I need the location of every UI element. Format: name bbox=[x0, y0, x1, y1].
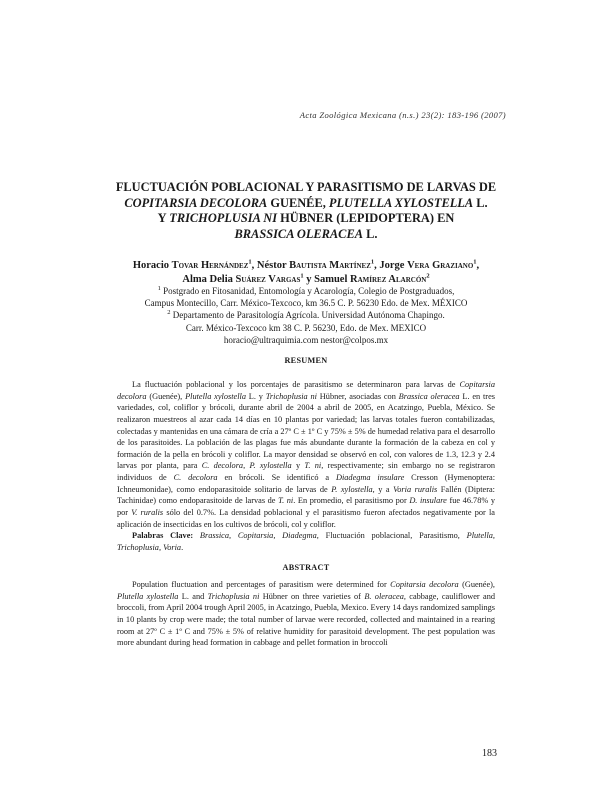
resumen-heading: RESUMEN bbox=[284, 356, 328, 365]
authors-line-2: Alma Delia Suárez Vargas$^1$ y Samuel Ramírez Alarcón$^2$ bbox=[182, 272, 430, 285]
affiliation-2-address: Carr. México-Texcoco km 38 C. P. 56230, Edo. de Mex. MEXICO bbox=[185, 322, 427, 333]
journal-citation: Acta Zoológica Mexicana (n.s.) 23(2): 183-196 (2007) bbox=[299, 110, 506, 120]
contact-emails: horacio@ultraquimia.com nestor@colpos.mx bbox=[223, 334, 389, 345]
abstract-paragraph: Population fluctuation and percentages of parasitism were determined for Copitarsia decolora (Guenée), Plutella xylostella L. and Trichoplusia ni Hübner on three varieties of B. oleracea, cabbage, cauliflower and broccoli, from April 2004 trough April 2005, in Acatzingo, Puebla, Mexico. Every 14 days randomized samplings in 10 plants by crop were made; the total number of larvae were recorded, collected and maintained in a rearing room at 27º C ± 1º C and 75% ± 5% of relative humidity for parasitoid development. The pest population was more abundant during head formation in cabbage and pellet formation in broccoli bbox=[117, 580, 496, 648]
page-number: 183 bbox=[482, 748, 497, 759]
abstract-body bbox=[117, 579, 495, 649]
resumen-paragraph: La fluctuación poblacional y los porcentajes de parasitismo se determinaron para larvas de Copitarsia decolora (Guenée), Plutella xylostella L. y Trichoplusia ni Hübner, asociadas con Brassica oleracea L. en tres variedades, col, coliflor y brócoli, durante abril de 2004 a abril de 2005, en Acatzingo, Puebla, México. Se realizaron muestreos al azar cada 14 días en 10 plantas por variedad; las larvas totales fueron contabilizadas, colectadas y mantenidas en una cámara de cría a 27º C ± 1º C y 75% ± 5% de humedad relativa para el desarrollo de los parasitoides. La población de las plagas fue más abundante durante la formación de la cabeza en col y formación de la pella en brócoli y coliflor. La mayor densidad se observó en col, con valores de 1.3, 12.3 y 2.4 larvas por planta, para C. decolora, P. xylostella y T. ni, respectivamente; sin embargo no se registraron individuos de C. decolora en brócoli. Se identificó a Diadegma insulare Cresson (Hymenoptera: Ichneumonidae), como endoparasitoide solitario de larvas de P. xylostella, y a Voria ruralis Fallén (Diptera: Tachinidae) como endoparasitoide de larvas de T. ni. En promedio, el parasitismo por D. insulare fue 46.78% y por V. ruralis sólo del 0.7%. La densidad poblacional y el parasitismo fueron afectados negativamente por la aplicación de insecticidas en los cultivos de brócoli, col y coliflor. bbox=[117, 380, 496, 529]
keywords: Palabras Clave: Brassica, Copitarsia, Diadegma, Fluctuación poblacional, Parasitismo, Plutella, Trichoplusia, Voria. bbox=[117, 531, 495, 552]
title-line-4: BRASSICA OLERACEA L. bbox=[234, 226, 378, 241]
affiliation-1-address: Campus Montecillo, Carr. México-Texcoco, km 36.5 C. P. 56230 Edo. de Mex. MÉXICO bbox=[144, 298, 468, 309]
affiliation-2: $^2$ Departamento de Parasitología Agrícola. Universidad Autónoma Chapingo. bbox=[167, 309, 445, 321]
title-line-2: COPITARSIA DECOLORA GUENÉE, PLUTELLA XYLOSTELLA L. bbox=[124, 195, 488, 210]
title-line-3: Y TRICHOPLUSIA NI HÜBNER (LEPIDOPTERA) EN bbox=[157, 211, 455, 226]
authors-line-1: Horacio Tovar Hernández$^1$, Néstor Bautista Martínez$^1$, Jorge Vera Graziano$^1$, bbox=[132, 258, 480, 271]
author-list bbox=[100, 259, 512, 286]
article-title bbox=[100, 180, 512, 242]
title-line-1: FLUCTUACIÓN POBLACIONAL Y PARASITISMO DE LARVAS DE bbox=[115, 180, 497, 194]
affiliation-1: $^1$ Postgrado en Fitosanidad, Entomología y Acarología, Colegio de Postgraduados, bbox=[157, 285, 455, 296]
abstract-heading: ABSTRACT bbox=[282, 563, 330, 572]
resumen-body bbox=[117, 379, 495, 553]
affiliations bbox=[100, 285, 512, 346]
